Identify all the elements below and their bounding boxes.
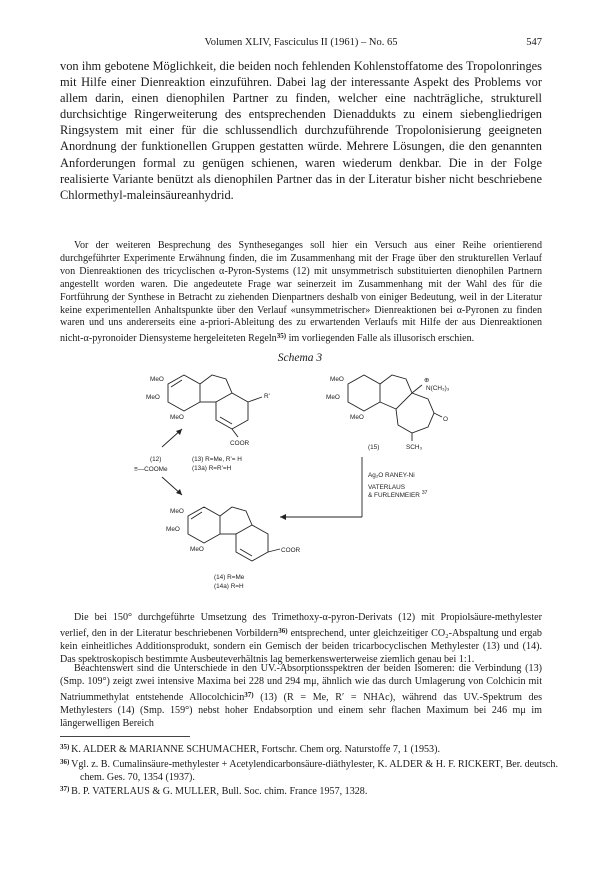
- paragraph-3-text-cont: entsprechend, unter gleichzeitiger CO₂-Abspaltung und ergab kein einheitliches Additionsprodukt, sondern ein Gemisch der beiden tricarbocyclischen Methylester (13) und (14). Das spektroskopisch bestimmte Ausbeuteverhältnis lag bemerkenswerterweise ziemlich genau bei 1:1.: [60, 627, 542, 665]
- meo-label: MeO: [146, 394, 160, 401]
- meo-label: MeO: [170, 508, 184, 515]
- reagents-authors: & FURLENMEIER: [368, 492, 420, 499]
- r-prime-label: R': [264, 393, 270, 400]
- reference-marker: 35: [276, 332, 284, 341]
- compound-13-label: (13) R=Me, R'= H: [192, 456, 242, 463]
- meo-label: MeO: [190, 546, 204, 553]
- reagents-line-1: Ag₂O RANEY-Ni: [368, 472, 415, 479]
- page-number: 547: [526, 37, 542, 48]
- arrow-head: [280, 514, 286, 520]
- reference-paren: ): [285, 626, 288, 635]
- footnote-number: 37: [60, 785, 67, 793]
- reaction-scheme: [134, 365, 460, 605]
- footnote-authors: K. ALDER & MARIANNE SCHUMACHER: [71, 744, 257, 755]
- meo-label: MeO: [170, 414, 184, 421]
- reference-marker: 37: [244, 690, 252, 699]
- reference-paren: ): [251, 690, 254, 699]
- running-header: [60, 37, 542, 51]
- reagents-line-3: [368, 490, 428, 499]
- footnote-authors: B. P. VATERLAUS & G. MULLER: [71, 786, 217, 797]
- coor-label: COOR: [281, 547, 301, 554]
- paragraph-4-text-cont: (13) (R = Me, R′ = NHAc), während das UV.-Spektrum des Methylesters (14) (Smp. 159°) nebst hoher Endabsorption und einem sehr flachen Maximum bei 246 mμ im längerwelligen Bereich: [60, 691, 543, 729]
- footnote-paren: ): [67, 785, 72, 793]
- scheme-title: Schema 3: [277, 352, 323, 364]
- running-title: Volumen XLIV, Fasciculus II (1961) – No. 65: [204, 37, 398, 48]
- compound-14-label: (14) R=Me: [214, 574, 245, 581]
- meo-label: MeO: [326, 394, 340, 401]
- compound-14a-label: (14a) R=H: [214, 583, 244, 590]
- body-paragraph-1: von ihm gebotene Möglichkeit, die beiden noch fehlenden Kohlenstoffatome des Tropolonringes mit Hilfe einer Dienreaktion einzuführen. Dabei lag der interessante Aspekt des Problems vor allem darin, einen dienophilen Partner zu finden, welcher eine nachträgliche, strukturell durchsichtige Ringerweiterung des entsprechenden Dienaddukts zu einem siebengliedrigen Ringsystem mit einer für die schlussendlich durchzuführende Tropolonisierung geeigneten Anordnung der funktionellen Gruppen gestatten würde. Mehrere Lösungen, die den genannten Anforderungen formal zu genügen schienen, waren wiederum denkbar. Die in der Folge realisierte Variante benützt als dienophilen Partner das in der Literatur bisher nicht beschriebene Chlormethyl-maleinsäureanhydrid.: [60, 59, 542, 202]
- footnote-text: , Fortschr. Chem org. Naturstoffe 7, 1 (1953).: [256, 744, 440, 755]
- paragraph-2-text: Vor der weiteren Besprechung des Syntheseganges soll hier ein Versuch aus einer Reihe orientierend durchgeführter Experimente Erwähnung finden, die im Zusammenhang mit der Frage über den strukturellen Verlauf von Dienreaktionen des tricyclischen α-Pyron-Systems (12) mit unsymmetrisch substituierten dienophilen Partnern angestellt worden waren. Die angedeutete Frage war seinerzeit im Zusammenhang mit der Wahl des für die Fortführung der Synthese in Betracht zu ziehenden Dienpartners deshalb von einiger Bedeutung, weil in der Literatur keine experimentellen Anhaltspunkte über den Verlauf «unsymmetrischer» Dienreaktionen bei α-Pyronen zu finden waren und uns andererseits eine a-priori-Ableitung des zu erwartenden Verlaufs mit Hilfe der aus Dienreaktionen nicht-α-pyronoider Diensysteme hergeleiteten Regeln: [60, 240, 542, 345]
- meo-label: MeO: [330, 376, 344, 383]
- footnote-authors: K. ALDER & H. F. RICKERT: [377, 759, 501, 770]
- footnote-number: 36: [60, 758, 67, 766]
- oxo-label: O: [443, 416, 448, 423]
- footnote-paren: ): [67, 758, 72, 766]
- compound-13-structure: [168, 375, 262, 437]
- body-paragraph-2: [60, 240, 542, 346]
- footnote-36: [60, 756, 562, 784]
- footnote-divider: [60, 736, 190, 737]
- coor-label: COOR: [230, 440, 250, 447]
- paragraph-4-text: Beachtenswert sind die Unterschiede in den UV.-Absorptionsspektren der beiden Isomeren: die Verbindung (13) (Smp. 109°) zeigt zwei intensive Maxima bei 228 und 294 mμ, ähnlich wie das durch Umlagerung von Colchicin mit Natriummethylat entstehende Allocolchicin: [60, 663, 542, 703]
- compound-15-label: (15): [368, 444, 380, 451]
- plus-charge: ⊕: [424, 377, 430, 384]
- reagents-line-2: VATERLAUS: [368, 484, 406, 491]
- footnote-text-cont: , Ber. deutsch. chem. Ges. 70, 1354 (1937).: [80, 759, 558, 783]
- footnote-text: Vgl. z. B. Cumalinsäure-methylester + Acetylendicarbonsäure-diäthylester,: [71, 759, 378, 770]
- meo-label: MeO: [150, 376, 164, 383]
- body-paragraph-4: [60, 663, 542, 731]
- paragraph-3-text: Die bei 150° durchgeführte Umsetzung des Trimethoxy-α-pyron-Derivats (12) mit Propiolsäure-methylester verlief, den in der Literatur beschriebenen Vorbildern: [60, 612, 542, 639]
- reagents-ref: 37: [421, 490, 428, 496]
- sch3-label: SCH₃: [406, 444, 423, 451]
- meo-label: MeO: [350, 414, 364, 421]
- footnote-paren: ): [67, 743, 72, 751]
- reference-marker: 36: [278, 626, 286, 635]
- trimethylammonium-label: N(CH₃)₃: [426, 385, 450, 392]
- body-paragraph-3: [60, 612, 542, 667]
- reference-paren: ): [283, 332, 287, 341]
- propiolate-reagent: ≡—COOMe: [134, 466, 168, 473]
- meo-label: MeO: [166, 526, 180, 533]
- footnote-number: 35: [60, 743, 67, 751]
- footnote-35: [60, 741, 562, 756]
- paragraph-2-end: im vorliegenden Falle als illusorisch erschien.: [286, 333, 475, 345]
- compound-13a-label: (13a) R=R'=H: [192, 465, 232, 472]
- footnote-text: , Bull. Soc. chim. France 1957, 1328.: [216, 786, 368, 797]
- footnote-37: [60, 783, 562, 798]
- compound-12-label: (12): [150, 456, 162, 463]
